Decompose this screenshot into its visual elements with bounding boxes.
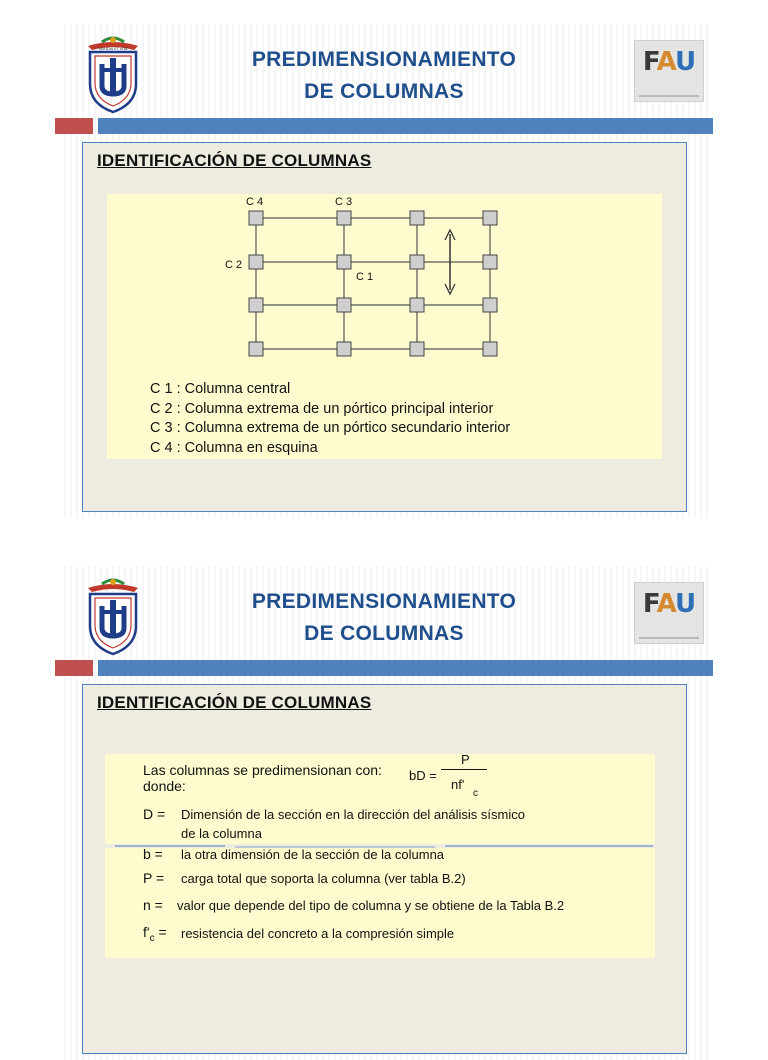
legend-item: C 2 : Columna extrema de un pórtico principal interior — [150, 400, 494, 417]
formula-denominator: nf' — [451, 777, 465, 792]
crest-motto: "VERITAS ET VITA" — [96, 47, 130, 51]
def-text: la otra dimensión de la sección de la columna — [181, 847, 445, 862]
def-symbol: D = — [143, 806, 166, 822]
def-text: carga total que soporta la columna (ver tabla B.2) — [181, 871, 466, 886]
formula-numerator: P — [461, 752, 470, 767]
header-bar-blue — [98, 118, 713, 134]
def-text: resistencia del concreto a la compresión simple — [181, 926, 455, 941]
label-c2: C 2 — [225, 259, 243, 271]
section-subtitle: IDENTIFICACIÓN DE COLUMNAS — [97, 151, 372, 170]
def-symbol: P = — [143, 870, 165, 886]
def-symbol: $f'_c$ = — [143, 924, 167, 944]
legend-item: C 1 : Columna central — [150, 381, 291, 397]
label-c1: C 1 — [356, 271, 374, 283]
formula — [409, 752, 499, 802]
def-text: de la columna — [181, 826, 262, 841]
header-bar-red — [55, 118, 93, 134]
fau-logo: FAU — [634, 582, 704, 644]
column-identification-panel — [107, 194, 662, 459]
column-markers — [249, 211, 497, 356]
label-c4: C 4 — [246, 196, 264, 208]
page-title — [180, 586, 588, 650]
slide-1 — [60, 24, 708, 518]
formula-sub: c — [473, 788, 478, 799]
fau-logo: FAU — [634, 40, 704, 102]
definitions-panel — [105, 848, 655, 958]
def-symbol: b = — [143, 846, 163, 862]
def-text: Dimensión de la sección en la dirección del análisis sísmico — [181, 807, 525, 822]
formula-panel — [105, 754, 655, 844]
header-bar-blue — [98, 660, 713, 676]
content-box — [82, 142, 687, 512]
formula-lhs: bD = — [409, 768, 437, 783]
column-grid-diagram — [107, 194, 662, 369]
university-crest-logo — [80, 36, 146, 116]
title-line-2: DE COLUMNAS — [304, 622, 464, 645]
header-bar-red — [55, 660, 93, 676]
title-line-2: DE COLUMNAS — [304, 80, 464, 103]
slide-2 — [60, 566, 708, 1060]
intro-line-1: Las columnas se predimensionan con: — [143, 762, 382, 778]
intro-line-2: donde: — [143, 778, 186, 794]
content-box — [82, 684, 687, 1054]
label-c3: C 3 — [335, 196, 353, 208]
legend-item: C 4 : Columna en esquina — [150, 439, 318, 456]
def-symbol: n = — [143, 897, 163, 913]
legend-item: C 3 : Columna extrema de un pórtico secundario interior — [150, 420, 511, 436]
def-text: valor que depende del tipo de columna y se obtiene de la Tabla B.2 — [177, 898, 565, 913]
title-line-1: PREDIMENSIONAMIENTO — [251, 590, 517, 613]
section-subtitle: IDENTIFICACIÓN DE COLUMNAS — [97, 693, 372, 712]
title-line-1: PREDIMENSIONAMIENTO — [251, 48, 517, 71]
university-crest-logo — [80, 578, 146, 658]
page-title — [180, 44, 588, 108]
column-legend — [150, 380, 510, 458]
